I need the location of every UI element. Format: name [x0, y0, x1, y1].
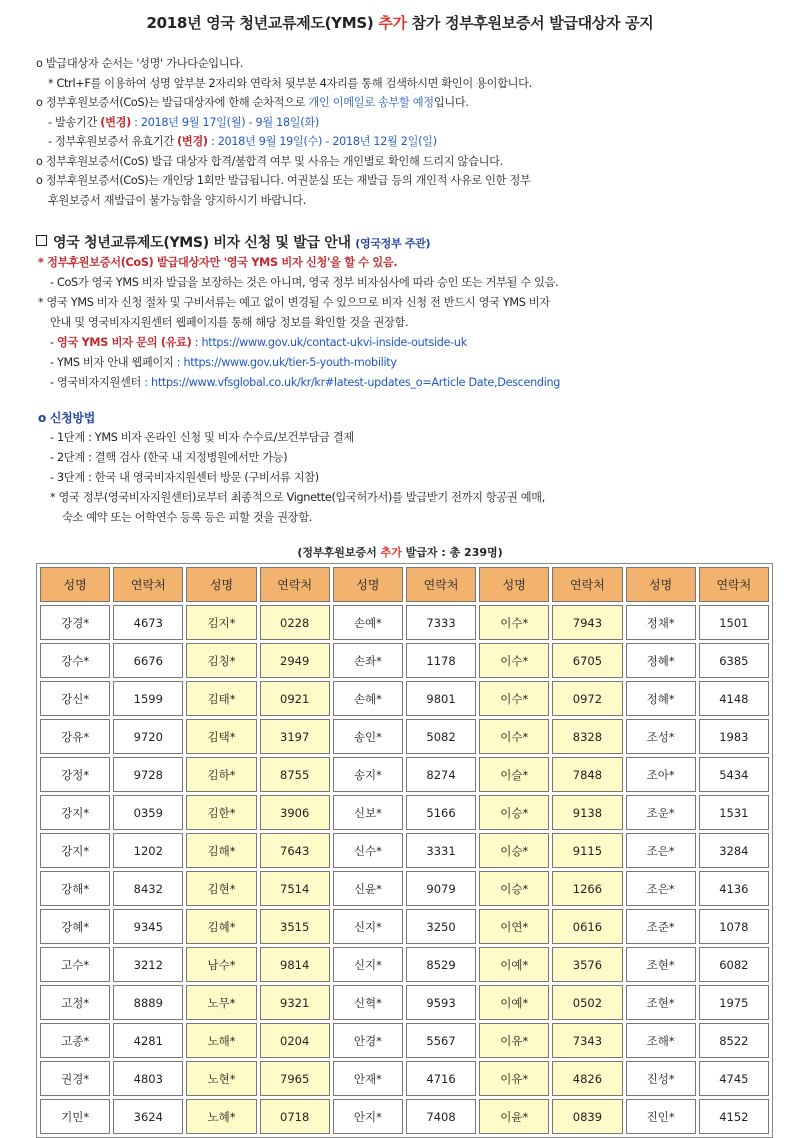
name-cell: 이유* — [479, 1061, 549, 1096]
yms-guide-link[interactable]: : https://www.gov.uk/tier-5-youth-mobility — [176, 356, 397, 369]
name-cell: 이승* — [479, 871, 549, 906]
contact-cell: 7643 — [260, 833, 330, 868]
changed-label: (변경) — [177, 135, 208, 148]
name-cell: 이승* — [479, 833, 549, 868]
contact-cell: 8889 — [113, 985, 183, 1020]
contact-cell: 9345 — [113, 909, 183, 944]
contact-cell: 8432 — [113, 871, 183, 906]
name-cell: 고종* — [40, 1023, 110, 1058]
caption-highlight: 추가 — [380, 546, 402, 559]
name-cell: 이윤* — [479, 1099, 549, 1134]
contact-cell: 6385 — [699, 643, 769, 678]
name-cell: 김혜* — [186, 909, 256, 944]
send-period: : 2018년 9월 17일(월) - 9월 18일(화) — [130, 115, 319, 129]
contact-cell: 2949 — [260, 643, 330, 678]
header-name: 성명 — [333, 567, 403, 602]
name-cell: 강혜* — [40, 909, 110, 944]
contact-cell: 9321 — [260, 985, 330, 1020]
contact-cell: 7514 — [260, 871, 330, 906]
table-row — [40, 1023, 769, 1058]
name-cell: 이슬* — [479, 757, 549, 792]
table-row — [40, 833, 769, 868]
notice-line: o 발급대상자 순서는 '성명' 가나다순입니다. — [36, 57, 243, 70]
contact-cell: 5082 — [406, 719, 476, 754]
header-contact: 연락처 — [699, 567, 769, 602]
header-name: 성명 — [479, 567, 549, 602]
yms-line: - CoS가 영국 YMS 비자 발급을 보장하는 것은 아니며, 영국 정부 비자심사에 따라 승인 또는 거부될 수 있음. — [50, 276, 559, 289]
table-row — [40, 947, 769, 982]
contact-cell: 9720 — [113, 719, 183, 754]
contact-cell: 1983 — [699, 719, 769, 754]
name-cell: 조운* — [626, 795, 696, 830]
name-cell: 신윤* — [333, 871, 403, 906]
name-cell: 김지* — [186, 605, 256, 640]
table-row — [40, 719, 769, 754]
name-cell: 김칭* — [186, 643, 256, 678]
contact-cell: 1078 — [699, 909, 769, 944]
table-row — [40, 1061, 769, 1096]
contact-cell: 0718 — [260, 1099, 330, 1134]
contact-cell: 6676 — [113, 643, 183, 678]
contact-cell: 4745 — [699, 1061, 769, 1096]
page-title — [0, 12, 800, 33]
method-step: - 1단계 : YMS 비자 온라인 신청 및 비자 수수료/보건부담금 결제 — [50, 431, 354, 444]
notice-text: - 발송기간 — [48, 115, 101, 129]
title-text: 2018년 영국 청년교류제도(YMS) — [146, 14, 379, 32]
contact-cell: 3197 — [260, 719, 330, 754]
contact-cell: 9593 — [406, 985, 476, 1020]
name-cell: 이연* — [479, 909, 549, 944]
name-cell: 신지* — [333, 909, 403, 944]
contact-cell: 7333 — [406, 605, 476, 640]
name-cell: 김태* — [186, 681, 256, 716]
name-cell: 강해* — [40, 871, 110, 906]
contact-cell: 0359 — [113, 795, 183, 830]
notice-line — [36, 113, 776, 133]
yms-line — [38, 373, 778, 393]
name-cell: 손혜* — [333, 681, 403, 716]
dash: - — [50, 336, 57, 349]
contact-cell: 8522 — [699, 1023, 769, 1058]
name-cell: 강수* — [40, 643, 110, 678]
contact-cell: 1975 — [699, 985, 769, 1020]
table-body — [40, 605, 769, 1134]
contact-cell: 8529 — [406, 947, 476, 982]
vfs-link[interactable]: : https://www.vfsglobal.co.uk/kr/kr#latest-updates_o=Article Date,Descending — [144, 376, 561, 389]
name-cell: 신혁* — [333, 985, 403, 1020]
validity-period: : 2018년 9월 19일(수) - 2018년 12월 2일(일) — [207, 135, 437, 148]
yms-inquiry-label: 영국 YMS 비자 문의 (유료) — [57, 336, 192, 349]
name-cell: 강지* — [40, 833, 110, 868]
contact-cell: 7965 — [260, 1061, 330, 1096]
contact-cell: 1202 — [113, 833, 183, 868]
name-cell: 정채* — [626, 605, 696, 640]
table-row — [40, 795, 769, 830]
title-highlight: 추가 — [378, 14, 407, 32]
contact-cell: 1501 — [699, 605, 769, 640]
table-header-row — [40, 567, 769, 602]
name-cell: 신지* — [333, 947, 403, 982]
contact-cell: 8328 — [552, 719, 622, 754]
name-cell: 김택* — [186, 719, 256, 754]
notice-block — [36, 54, 776, 210]
name-cell: 조은* — [626, 871, 696, 906]
contact-cell: 5434 — [699, 757, 769, 792]
notice-text: o 정부후원보증서(CoS)는 발급대상자에 한해 순차적으로 — [36, 96, 309, 109]
method-heading: o 신청방법 — [38, 411, 95, 425]
name-cell: 강유* — [40, 719, 110, 754]
name-cell: 김현* — [186, 871, 256, 906]
contact-cell: 3576 — [552, 947, 622, 982]
name-cell: 고정* — [40, 985, 110, 1020]
square-bullet-icon — [36, 235, 47, 246]
name-cell: 정혜* — [626, 643, 696, 678]
name-cell: 조현* — [626, 985, 696, 1020]
header-contact: 연락처 — [113, 567, 183, 602]
contact-cell: 4136 — [699, 871, 769, 906]
name-cell: 이승* — [479, 795, 549, 830]
name-cell: 안경* — [333, 1023, 403, 1058]
notice-line: o 정부후원보증서(CoS)는 개인당 1회만 발급됩니다. 여권분실 또는 재발급 등의 개인적 사유로 인한 정부 — [36, 174, 531, 187]
name-cell: 노해* — [186, 1023, 256, 1058]
notice-text: 입니다. — [433, 96, 469, 109]
contact-cell: 7343 — [552, 1023, 622, 1058]
table-row — [40, 871, 769, 906]
contact-cell: 0839 — [552, 1099, 622, 1134]
contact-cell: 9115 — [552, 833, 622, 868]
name-cell: 진인* — [626, 1099, 696, 1134]
contact-cell: 9079 — [406, 871, 476, 906]
name-cell: 안지* — [333, 1099, 403, 1134]
yms-info — [38, 253, 778, 393]
contact-cell: 3250 — [406, 909, 476, 944]
notice-line: 후원보증서 재발급이 불가능함을 양지하시기 바랍니다. — [48, 193, 306, 207]
contact-cell: 4281 — [113, 1023, 183, 1058]
name-cell: 이예* — [479, 985, 549, 1020]
table-row — [40, 681, 769, 716]
notice-line — [36, 93, 776, 113]
contact-cell: 4716 — [406, 1061, 476, 1096]
name-cell: 조은* — [626, 833, 696, 868]
name-cell: 조해* — [626, 1023, 696, 1058]
recipient-table — [36, 563, 773, 1138]
application-method — [38, 408, 778, 528]
yms-line: 안내 및 영국비자지원센터 웹페이지를 통해 해당 정보를 확인할 것을 권장함. — [50, 316, 409, 329]
caption-text-end: 발급자 : 총 239명) — [401, 546, 503, 559]
section-heading — [36, 232, 430, 252]
contact-cell: 5567 — [406, 1023, 476, 1058]
contact-cell: 1178 — [406, 643, 476, 678]
yms-inquiry-link[interactable]: : https://www.gov.uk/contact-ukvi-inside-outside-uk — [191, 336, 467, 349]
header-name: 성명 — [40, 567, 110, 602]
notice-line: o 정부후원보증서(CoS) 발급 대상자 합격/불합격 여부 및 사유는 개인별로 확인해 드리지 않습니다. — [36, 154, 503, 168]
contact-cell: 4803 — [113, 1061, 183, 1096]
name-cell: 노현* — [186, 1061, 256, 1096]
contact-cell: 7848 — [552, 757, 622, 792]
yms-guide-label: - YMS 비자 안내 웹페이지 — [50, 356, 177, 369]
contact-cell: 3284 — [699, 833, 769, 868]
name-cell: 강신* — [40, 681, 110, 716]
name-cell: 조준* — [626, 909, 696, 944]
name-cell: 강경* — [40, 605, 110, 640]
vfs-label: - 영국비자지원센터 — [50, 376, 145, 389]
name-cell: 신수* — [333, 833, 403, 868]
contact-cell: 3624 — [113, 1099, 183, 1134]
contact-cell: 1531 — [699, 795, 769, 830]
name-cell: 김한* — [186, 795, 256, 830]
contact-cell: 9138 — [552, 795, 622, 830]
contact-cell: 0228 — [260, 605, 330, 640]
contact-cell: 3515 — [260, 909, 330, 944]
name-cell: 노무* — [186, 985, 256, 1020]
contact-cell: 4152 — [699, 1099, 769, 1134]
section-title: 영국 청년교류제도(YMS) 비자 신청 및 발급 안내 — [53, 235, 351, 251]
contact-cell: 0921 — [260, 681, 330, 716]
contact-cell: 8274 — [406, 757, 476, 792]
name-cell: 조아* — [626, 757, 696, 792]
notice-line: * Ctrl+F를 이용하여 성명 앞부분 2자리와 연락처 뒷부분 4자리를 통해 검색하시면 확인이 용이합니다. — [48, 76, 532, 90]
contact-cell: 4673 — [113, 605, 183, 640]
yms-line — [38, 333, 778, 353]
name-cell: 이수* — [479, 681, 549, 716]
table-caption — [0, 544, 800, 560]
section-host: (영국정부 주관) — [355, 237, 431, 250]
contact-cell: 3331 — [406, 833, 476, 868]
name-cell: 안재* — [333, 1061, 403, 1096]
name-cell: 정혜* — [626, 681, 696, 716]
name-cell: 조현* — [626, 947, 696, 982]
header-name: 성명 — [186, 567, 256, 602]
name-cell: 송인* — [333, 719, 403, 754]
table-row — [40, 1099, 769, 1134]
contact-cell: 0204 — [260, 1023, 330, 1058]
name-cell: 진성* — [626, 1061, 696, 1096]
name-cell: 신보* — [333, 795, 403, 830]
name-cell: 이수* — [479, 605, 549, 640]
name-cell: 강지* — [40, 795, 110, 830]
contact-cell: 4826 — [552, 1061, 622, 1096]
method-step: - 2단계 : 결핵 검사 (한국 내 지정병원에서만 가능) — [50, 451, 288, 464]
name-cell: 송지* — [333, 757, 403, 792]
yms-line — [38, 253, 778, 273]
table-row — [40, 757, 769, 792]
notice-line — [36, 132, 776, 152]
contact-cell: 0502 — [552, 985, 622, 1020]
method-step: - 3단계 : 한국 내 영국비자지원센터 방문 (구비서류 지참) — [50, 471, 319, 484]
name-cell: 김하* — [186, 757, 256, 792]
name-cell: 조성* — [626, 719, 696, 754]
asterisk: * — [38, 256, 48, 269]
contact-cell: 3906 — [260, 795, 330, 830]
yms-line: * 영국 YMS 비자 신청 절차 및 구비서류는 예고 없이 변경될 수 있으므로 비자 신청 전 반드시 영국 YMS 비자 — [38, 296, 550, 309]
contact-cell: 1599 — [113, 681, 183, 716]
yms-line — [38, 353, 778, 373]
header-contact: 연락처 — [260, 567, 330, 602]
name-cell: 고수* — [40, 947, 110, 982]
contact-cell: 9728 — [113, 757, 183, 792]
contact-cell: 7943 — [552, 605, 622, 640]
title-text-end: 참가 정부후원보증서 발급대상자 공지 — [406, 14, 654, 32]
name-cell: 이유* — [479, 1023, 549, 1058]
name-cell: 노혜* — [186, 1099, 256, 1134]
name-cell: 권경* — [40, 1061, 110, 1096]
header-contact: 연락처 — [552, 567, 622, 602]
header-name: 성명 — [626, 567, 696, 602]
contact-cell: 0616 — [552, 909, 622, 944]
table-row — [40, 605, 769, 640]
contact-cell: 6082 — [699, 947, 769, 982]
contact-cell: 7408 — [406, 1099, 476, 1134]
table-row — [40, 985, 769, 1020]
contact-cell: 8755 — [260, 757, 330, 792]
contact-cell: 6705 — [552, 643, 622, 678]
name-cell: 이예* — [479, 947, 549, 982]
contact-cell: 5166 — [406, 795, 476, 830]
yms-warning: 정부후원보증서(CoS) 발급대상자만 '영국 YMS 비자 신청'을 할 수 있음. — [47, 256, 398, 269]
contact-cell: 9814 — [260, 947, 330, 982]
changed-label: (변경) — [100, 115, 131, 129]
contact-cell: 4148 — [699, 681, 769, 716]
header-contact: 연락처 — [406, 567, 476, 602]
name-cell: 기민* — [40, 1099, 110, 1134]
notice-text: - 정부후원보증서 유효기간 — [48, 135, 178, 148]
caption-text: (정부후원보증서 — [297, 546, 381, 559]
contact-cell: 1266 — [552, 871, 622, 906]
method-note: 숙소 예약 또는 어학연수 등록 등은 피할 것을 권장함. — [62, 511, 312, 524]
name-cell: 손예* — [333, 605, 403, 640]
name-cell: 이수* — [479, 719, 549, 754]
method-note: * 영국 정부(영국비자지원센터)로부터 최종적으로 Vignette(입국허가서)를 발급받기 전까지 항공권 예매, — [50, 491, 545, 504]
table-row — [40, 909, 769, 944]
notice-highlight: 개인 이메일로 송부할 예정 — [308, 96, 434, 109]
name-cell: 남수* — [186, 947, 256, 982]
table-row — [40, 643, 769, 678]
name-cell: 손좌* — [333, 643, 403, 678]
contact-cell: 0972 — [552, 681, 622, 716]
name-cell: 김해* — [186, 833, 256, 868]
name-cell: 이수* — [479, 643, 549, 678]
contact-cell: 9801 — [406, 681, 476, 716]
name-cell: 강정* — [40, 757, 110, 792]
contact-cell: 3212 — [113, 947, 183, 982]
